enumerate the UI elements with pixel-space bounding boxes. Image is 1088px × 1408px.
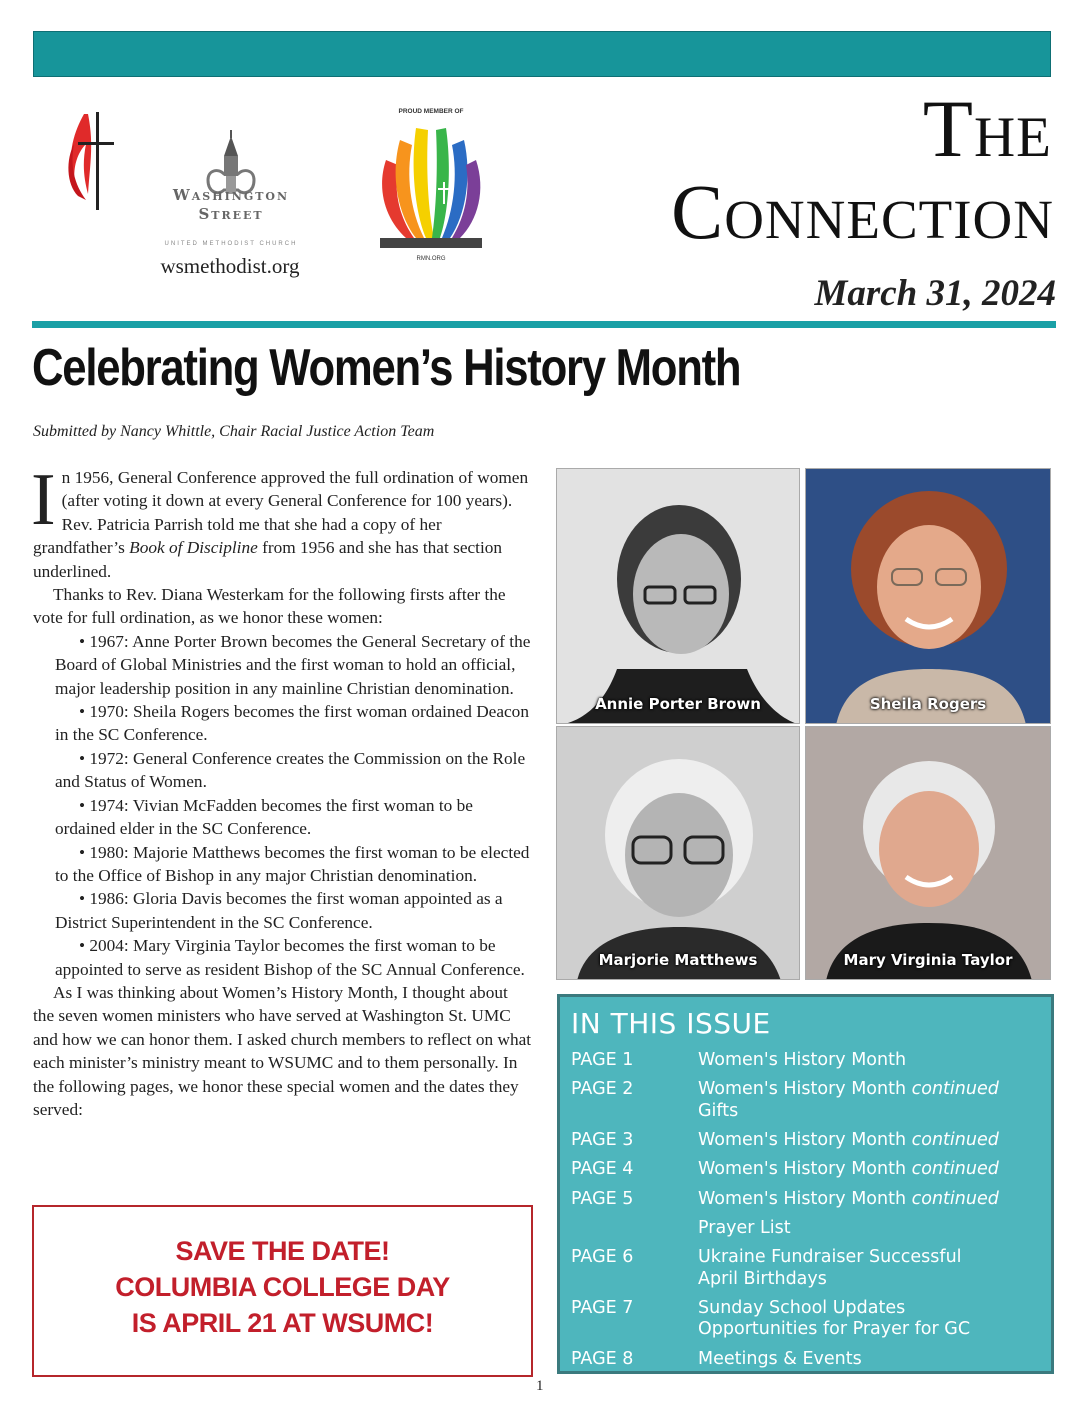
toc-page: PAGE 8 bbox=[571, 1349, 634, 1369]
p1-text-b: from 1956 and she has that section underlined. bbox=[33, 538, 503, 581]
photo-caption: Sheila Rogers bbox=[869, 695, 987, 713]
save-line-1: SAVE THE DATE! bbox=[175, 1236, 390, 1266]
toc-desc bbox=[698, 1247, 1058, 1268]
toc-page: PAGE 7 bbox=[571, 1298, 634, 1318]
rmn-member-label: PROUD MEMBER OF bbox=[398, 108, 464, 115]
issue-date: March 31, 2024 bbox=[814, 273, 1056, 314]
toc-desc-italic: continued bbox=[911, 1159, 999, 1179]
toc-desc-italic: continued bbox=[911, 1130, 999, 1150]
article-body bbox=[31, 459, 533, 1121]
toc-desc bbox=[698, 1130, 1058, 1151]
rmn-rainbow-logo bbox=[376, 120, 486, 250]
steeple-logo bbox=[148, 100, 314, 250]
photo-sheila-rogers bbox=[805, 468, 1051, 724]
toc-desc bbox=[698, 1218, 1058, 1239]
paragraph-3: As I was thinking about Women’s History Month, I thought about the seven women ministers who have served at Washington St. UMC and how we can honor them. I asked church members to reflect on what each minister’s ministry meant to WSUMC and to them personally. In the following pages, we honor these special women and the dates they served: bbox=[33, 982, 532, 1119]
save-line-3: IS APRIL 21 AT WSUMC! bbox=[131, 1308, 434, 1338]
book-title: Book of Discipline bbox=[129, 538, 258, 558]
toc-desc-text: April Birthdays bbox=[698, 1269, 827, 1289]
bullet-item: • 1972: General Conference creates the Commission on the Role and Status of Women. bbox=[55, 748, 526, 792]
toc-desc bbox=[698, 1189, 1058, 1210]
toc-desc bbox=[698, 1349, 1058, 1370]
toc-desc bbox=[698, 1298, 1058, 1319]
website-link[interactable]: wsmethodist.org bbox=[160, 254, 300, 278]
newsletter-title-line2: Connection bbox=[671, 168, 1054, 255]
portrait-illustration bbox=[557, 469, 800, 724]
photo-caption: Mary Virginia Taylor bbox=[843, 951, 1013, 969]
toc-page: PAGE 6 bbox=[571, 1247, 634, 1267]
drop-cap: I bbox=[31, 459, 56, 541]
p1-text-a: n 1956, General Conference approved the full ordination of women (after voting it down at every General Conference for 100 years). Rev. Patricia Parrish told me that she had a copy of her grandfather’s bbox=[33, 468, 529, 558]
bullet-item: • 1967: Anne Porter Brown becomes the General Secretary of the Board of Global Ministries and the first woman to hold an official, major leadership position in any mainline Christian denomination. bbox=[55, 631, 531, 698]
toc-desc bbox=[698, 1319, 1058, 1340]
photo-annie-porter-brown bbox=[556, 468, 800, 724]
toc-desc bbox=[698, 1101, 1058, 1122]
toc-desc-text: Ukraine Fundraiser Successful bbox=[698, 1247, 962, 1267]
church-subtitle: UNITED METHODIST CHURCH bbox=[164, 241, 298, 247]
bullet-item: • 1974: Vivian McFadden becomes the first woman to be ordained elder in the SC Conference. bbox=[55, 795, 473, 839]
toc-desc-italic: continued bbox=[911, 1079, 999, 1099]
bullet-item: • 2004: Mary Virginia Taylor becomes the first woman to be appointed to serve as resident Bishop of the SC Annual Conference. bbox=[55, 936, 525, 979]
newsletter-title-line1: The bbox=[922, 83, 1052, 174]
save-line-2: COLUMBIA COLLEGE DAY bbox=[115, 1272, 450, 1302]
toc-desc bbox=[698, 1050, 1058, 1071]
church-name-line1: Washington bbox=[172, 186, 290, 204]
toc-desc bbox=[698, 1269, 1058, 1290]
save-the-date-text bbox=[34, 1233, 531, 1341]
rmn-site: RMN.ORG bbox=[416, 256, 446, 262]
toc-desc-text: Women's History Month bbox=[698, 1050, 907, 1070]
in-this-issue-box bbox=[557, 994, 1054, 1374]
bullet-item: • 1986: Gloria Davis becomes the first woman appointed as a District Superintendent in the SC Conference. bbox=[55, 889, 503, 932]
bullet-item: • 1980: Majorie Matthews becomes the first woman to be elected to the Office of Bishop in any major Christian denomination. bbox=[55, 842, 530, 885]
save-the-date-box bbox=[32, 1205, 533, 1377]
toc-desc-text: Women's History Month bbox=[698, 1159, 912, 1179]
church-name bbox=[148, 186, 314, 224]
photo-caption: Annie Porter Brown bbox=[595, 695, 761, 713]
portrait-illustration bbox=[806, 469, 1051, 724]
portrait-illustration bbox=[806, 727, 1051, 980]
bullet-item: • 1970: Sheila Rogers becomes the first woman ordained Deacon in the SC Conference. bbox=[55, 702, 529, 745]
toc-desc bbox=[698, 1159, 1058, 1180]
portrait-illustration bbox=[557, 727, 800, 980]
header-divider bbox=[32, 321, 1056, 328]
church-name-line2: Street bbox=[198, 205, 264, 223]
toc-desc-text: Women's History Month bbox=[698, 1079, 912, 1099]
toc-desc-text: Opportunities for Prayer for GC bbox=[698, 1319, 971, 1339]
photo-caption: Marjorie Matthews bbox=[598, 951, 758, 969]
paragraph-2: Thanks to Rev. Diana Westerkam for the following firsts after the vote for full ordination, as we honor these women: bbox=[33, 585, 506, 628]
in-this-issue-title: IN THIS ISSUE bbox=[571, 1007, 771, 1040]
toc-desc-text: Gifts bbox=[698, 1101, 739, 1121]
toc-page: PAGE 4 bbox=[571, 1159, 634, 1179]
toc-desc-text: Meetings & Events bbox=[698, 1349, 862, 1369]
toc-desc-text: Prayer List bbox=[698, 1218, 791, 1238]
toc-page: PAGE 3 bbox=[571, 1130, 634, 1150]
photo-marjorie-matthews bbox=[556, 726, 800, 980]
toc-page: PAGE 1 bbox=[571, 1050, 634, 1070]
article-byline: Submitted by Nancy Whittle, Chair Racial Justice Action Team bbox=[33, 423, 435, 440]
page-number: 1 bbox=[536, 1378, 544, 1394]
toc-desc-text: Women's History Month bbox=[698, 1130, 912, 1150]
toc-desc-text: Women's History Month bbox=[698, 1189, 912, 1209]
toc-desc bbox=[698, 1079, 1058, 1100]
photo-mary-virginia-taylor bbox=[805, 726, 1051, 980]
paragraph-1 bbox=[31, 459, 533, 583]
cross-and-flame-logo bbox=[64, 104, 114, 214]
toc-desc-text: Sunday School Updates bbox=[698, 1298, 906, 1318]
toc-page: PAGE 5 bbox=[571, 1189, 634, 1209]
toc-desc-italic: continued bbox=[911, 1189, 999, 1209]
top-banner bbox=[33, 31, 1051, 77]
article-headline: Celebrating Women’s History Month bbox=[32, 339, 741, 397]
toc-page: PAGE 2 bbox=[571, 1079, 634, 1099]
